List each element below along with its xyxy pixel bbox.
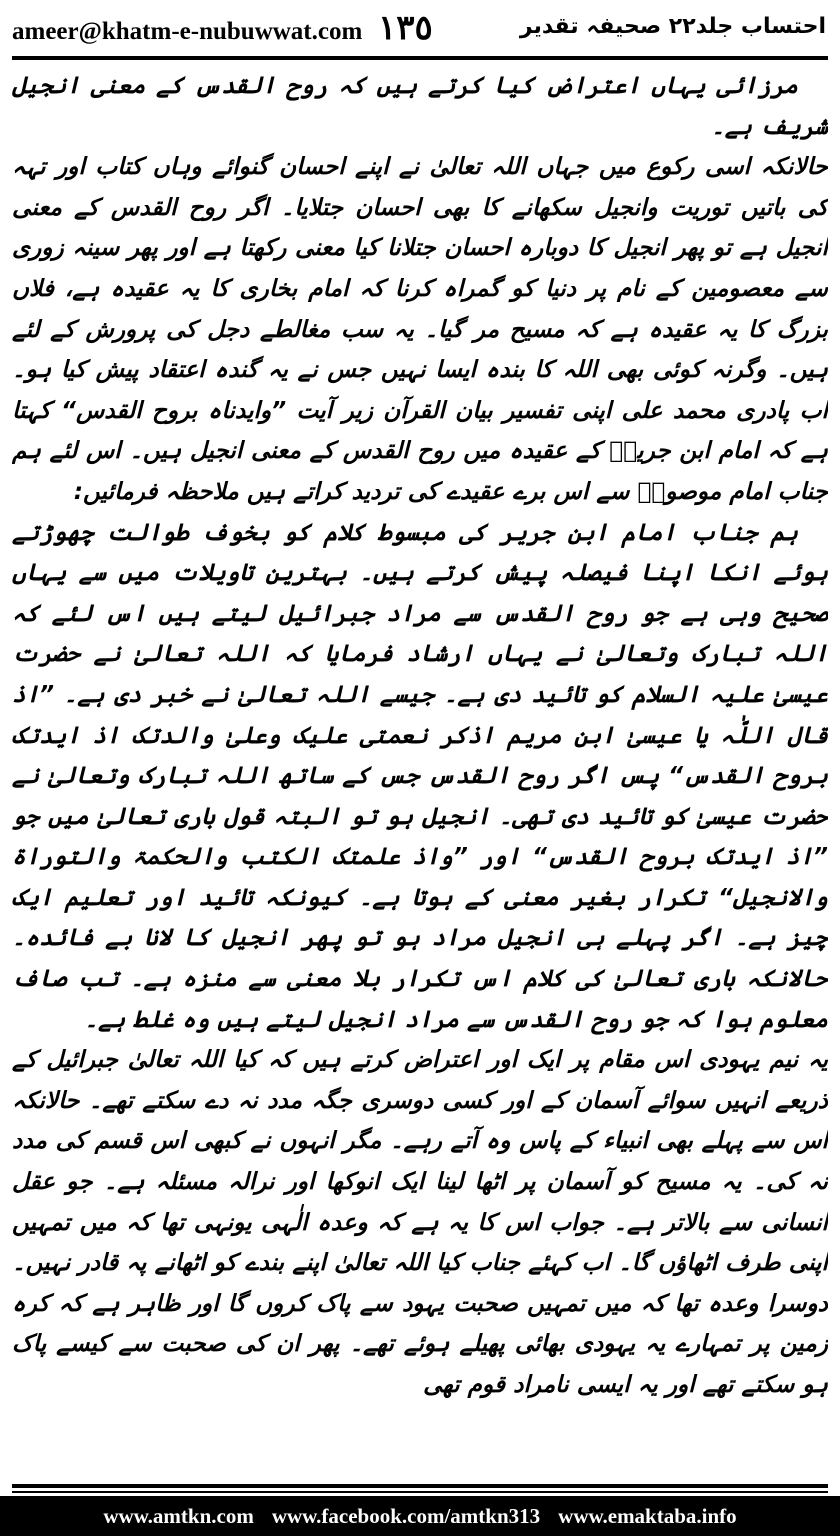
header-email: ameer@khatm-e-nubuwwat.com [12,18,363,45]
footer-link-website[interactable]: www.amtkn.com [103,1503,254,1528]
footer-divider-thin [12,1491,828,1493]
footer-link-facebook[interactable]: www.facebook.com/amtkn313 [271,1503,541,1528]
page-number: ١٣٥ [378,8,433,48]
paragraph: یہ نیم یہودی اس مقام پر ایک اور اعتراض کرتے ہیں کہ کیا اللہ تعالیٰ جبرائیل کے ذریعے انہیں سوائے آسمان کے اور کسی دوسری جگہ مدد نہ دے سکتے تھے۔ حالانکہ اس سے پہلے بھی انبیاء کے پاس وہ آتے رہے۔ مگر انہوں نے کبھی اس قسم کی مدد نہ کی۔ یہ مسیح کو آسمان پر اٹھا لینا ایک انوکھا اور نرالہ مسئلہ ہے۔ جو عقل انسانی سے بالاتر ہے۔ جواب اس کا یہ ہے کہ وعدہ الٰہی یونہی تھا کہ میں تمہیں اپنی طرف اٹھاؤں گا۔ اب کہئے جناب کیا اللہ تعالیٰ اپنے بندے کو اٹھانے پہ قادر نہیں۔ دوسرا وعدہ تھا کہ میں تمہیں صحبت یہود سے پاک کروں گا اور ظاہر ہے کہ کرہ زمین پر تمہارے یہ یہودی بھائی پھیلے ہوئے تھے۔ پھر ان کی صحبت سے کیسے پاک ہو سکتے تھے اور یہ ایسی نامراد قوم تھی [12,1046,828,1398]
footer-link-emaktaba[interactable]: www.emaktaba.info [558,1503,737,1528]
paragraph: ہم جناب امام ابن جریر کی مبسوط کلام کو بخوف طوالت چھوڑتے ہوئے انکا اپنا فیصلہ پیش کرتے ہیں۔ بہترین تاویلات میں سے یہاں صحیح وہی ہے جو روح القدس سے مراد جبرائیل لیتے ہیں اس لئے کہ اللہ تبارک وتعالیٰ نے یہاں ارشاد فرمایا کہ اللہ تعالیٰ نے حضرت عیسیٰ علیہ السلام کو تائید دی ہے۔ جیسے اللہ تعالیٰ نے خبر دی ہے۔ ”اذ قال اللّٰہ یا عیسیٰ ابن مریم اذکر نعمتی علیک وعلیٰ والدتک اذ ایدتک بروح القدس“ پس اگر روح القدس جس کے ساتھ اللہ تبارک وتعالیٰ نے حضرت عیسیٰ کو تائید دی تھی۔ انجیل ہو تو البتہ قول باری تعالیٰ میں جو ”اذ ایدتک بروح القدس“ اور ”واذ علمتک الکتب والحکمۃ والتوراۃ والانجیل“ تکرار بغیر معنی کے ہوتا ہے۔ کیونکہ تائید اور تعلیم ایک چیز ہے۔ اگر پہلے ہی انجیل مراد ہو تو پھر انجیل کا لانا بے فائدہ۔ حالانکہ باری تعالیٰ کی کلام اس تکرار بلا معنی سے منزہ ہے۔ تب صاف معلوم ہوا کہ جو روح القدس سے مراد انجیل لیتے ہیں وہ غلط ہے۔ [12,518,828,1033]
page-body [12,66,828,1466]
book-title: احتساب جلد۲۲ صحیفہ تقدیر [519,14,826,39]
paragraph: مرزائی یہاں اعتراض کیا کرتے ہیں کہ روح القدس کے معنی انجیل شریف ہے۔ [12,72,828,140]
footer-bar [0,1496,840,1536]
footer-divider [12,1484,828,1488]
page-header [0,0,840,58]
header-divider [12,56,828,60]
paragraph: حالانکہ اسی رکوع میں جہاں اللہ تعالیٰ نے اپنے احسان گنوائے وہاں کتاب اور تہہ کی باتیں توریت وانجیل سکھانے کا بھی احسان جتلایا۔ اگر روح القدس کے معنی انجیل ہے تو پھر انجیل کا دوبارہ احسان جتلانا کیا معنی رکھتا ہے اور پھر سینہ زوری سے معصومین کے نام پر دنیا کو گمراہ کرنا کہ امام بخاری کا یہ عقیدہ ہے، فلاں بزرگ کا یہ عقیدہ ہے کہ مسیح مر گیا۔ یہ سب مغالطے دجل کی پرورش کے لئے ہیں۔ وگرنہ کوئی بھی اللہ کا بندہ ایسا نہیں جس نے یہ گندہ اعتقاد پیش کیا ہو۔ اب پادری محمد علی اپنی تفسیر بیان القرآن زیر آیت ”وایدناہ بروح القدس“ کہتا ہے کہ امام ابن جریرؒ کے عقیدہ میں روح القدس کے معنی انجیل ہیں۔ اس لئے ہم جناب امام موصوفؒ سے اس برے عقیدے کی تردید کراتے ہیں ملاحظہ فرمائیں: [12,153,828,505]
